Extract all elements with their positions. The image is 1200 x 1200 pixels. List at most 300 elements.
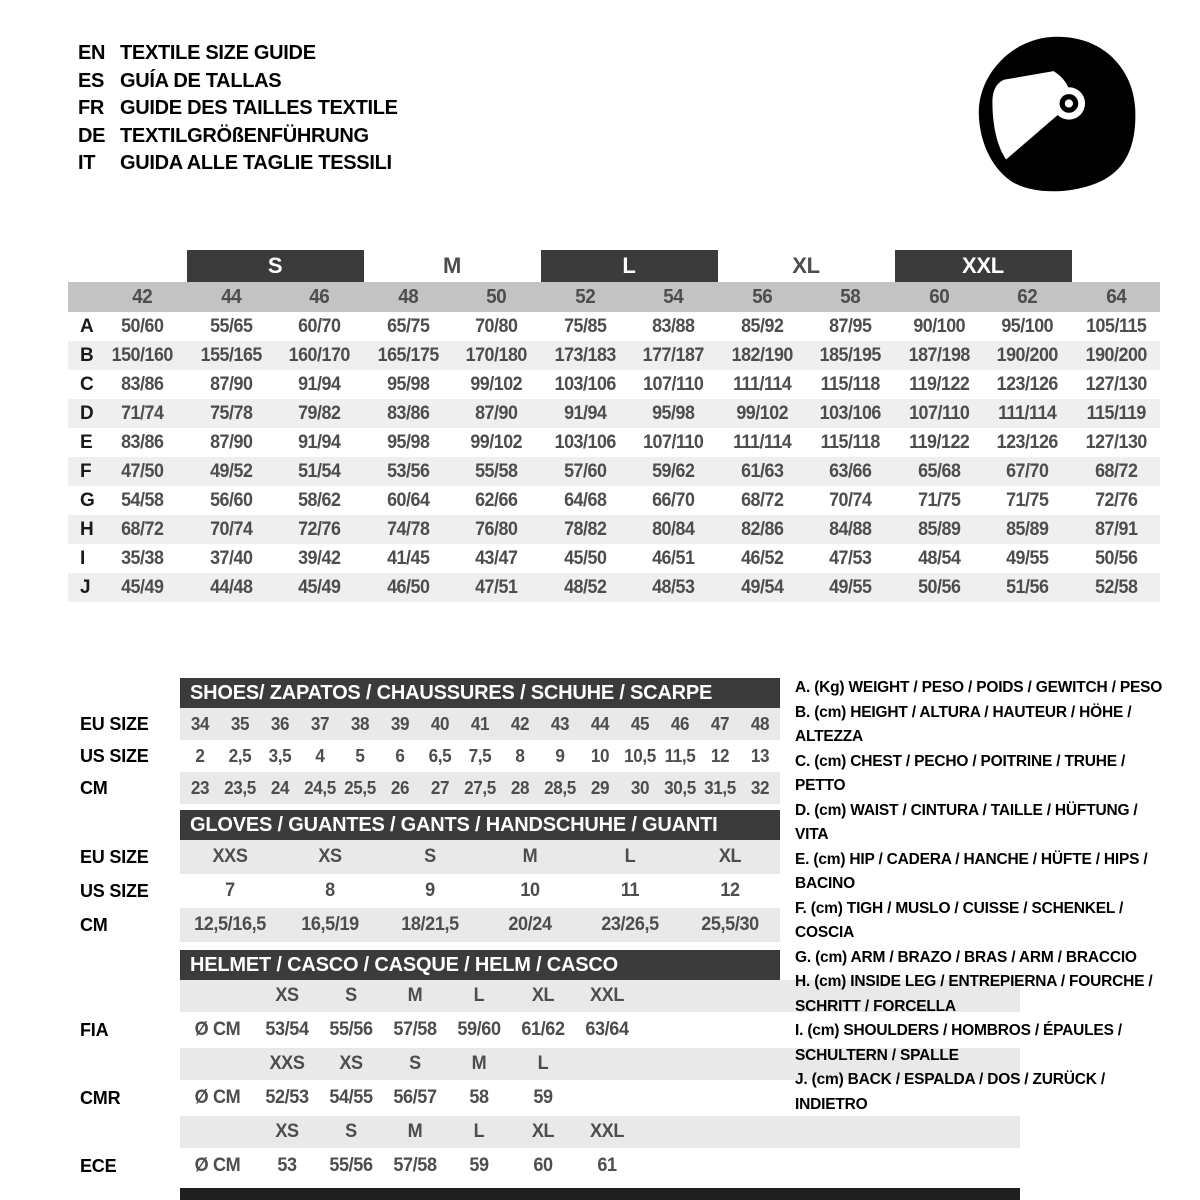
subtable-band	[180, 908, 780, 942]
measure-value: 51/54	[298, 460, 341, 482]
helmet-value: 59	[533, 1087, 553, 1108]
subtable-value: 29	[590, 777, 610, 798]
subtable-row	[80, 708, 780, 740]
measure-value: 68/72	[1094, 460, 1137, 482]
measurement-legend	[795, 676, 1167, 1117]
subtable-value: 30	[630, 777, 650, 798]
measure-value: 47/50	[121, 460, 164, 482]
measure-value: 155/165	[200, 344, 262, 366]
language-row	[78, 150, 398, 178]
subtable-row	[80, 740, 780, 772]
measure-value: 49/54	[740, 576, 783, 598]
subtable-value: 13	[750, 745, 770, 766]
measure-value: 115/119	[1086, 402, 1146, 424]
measure-value: 87/90	[475, 402, 518, 424]
subtable-value: 16,5/19	[301, 914, 359, 935]
measure-value: 107/110	[643, 373, 704, 395]
measure-value: 52/58	[1094, 576, 1137, 598]
helmet-size-label: XL	[531, 1121, 555, 1142]
subtable-band	[180, 708, 780, 740]
shoes-section-title: SHOES/ ZAPATOS / CHAUSSURES / SCHUHE / SCARPE	[180, 678, 780, 708]
helmet-value: 57/58	[393, 1155, 437, 1176]
measure-value: 56/60	[209, 489, 252, 511]
helmet-value: 53	[277, 1155, 297, 1176]
row-letter: F	[80, 460, 92, 482]
measure-value: 84/88	[829, 518, 872, 540]
subtable-band	[180, 740, 780, 772]
helmet-value: 59	[469, 1155, 489, 1176]
measure-value: 150/160	[111, 344, 173, 366]
size-group-L: L	[541, 250, 718, 282]
measure-value: 182/190	[731, 344, 793, 366]
measure-value: 54/58	[121, 489, 164, 511]
measure-value: 103/106	[554, 373, 616, 395]
measure-value: 95/98	[652, 402, 695, 424]
measure-value: 173/183	[554, 344, 616, 366]
helmet-value: 61/62	[521, 1019, 565, 1040]
measure-value: 87/90	[209, 431, 252, 453]
language-code: DE	[78, 124, 106, 147]
subtable-value: 2	[195, 745, 205, 766]
subtable-value: 8	[325, 880, 335, 901]
subtable-row	[80, 908, 780, 942]
subtable-value: 26	[390, 777, 410, 798]
measure-value: 95/98	[386, 431, 429, 453]
helmet-size-label: L	[473, 985, 485, 1006]
language-row	[78, 123, 398, 151]
measure-row-B	[68, 341, 1160, 370]
measure-value: 119/122	[908, 431, 969, 453]
subtable-value: 37	[310, 713, 330, 734]
subtable-value: 18/21,5	[401, 914, 459, 935]
subtable-band	[180, 840, 780, 874]
shoes-size-table	[80, 678, 780, 804]
subtable-value: 11	[620, 880, 640, 901]
helmet-value: 59/60	[457, 1019, 501, 1040]
helmet-size-label: M	[471, 1053, 487, 1074]
measure-value: 47/51	[475, 576, 518, 598]
helmet-value: 63/64	[585, 1019, 629, 1040]
measure-value: 60/64	[386, 489, 429, 511]
language-code: FR	[78, 97, 105, 119]
measure-value: 35/38	[121, 547, 164, 569]
measure-value: 60/70	[298, 315, 341, 337]
measure-value: 71/75	[1006, 489, 1049, 511]
subtable-value: 6	[395, 745, 405, 766]
helmet-size-label: S	[409, 1053, 421, 1074]
measure-value: 83/86	[121, 431, 164, 453]
subtable-band	[180, 772, 780, 804]
measurement-rows	[68, 312, 1160, 602]
measure-value: 85/89	[1006, 518, 1049, 540]
subtable-value: 27	[430, 777, 450, 798]
measure-value: 59/62	[652, 460, 695, 482]
helmet-value: 60	[533, 1155, 553, 1176]
language-title: GUIDE DES TAILLES TEXTILE	[120, 97, 398, 119]
measure-value: 85/92	[740, 315, 783, 337]
measure-value: 190/200	[996, 344, 1058, 366]
helmet-value: 52/53	[265, 1087, 309, 1108]
helmet-value: 55/56	[329, 1019, 373, 1040]
measure-value: 45/50	[563, 547, 606, 569]
measure-value: 190/200	[1085, 344, 1147, 366]
size-group-XXL: XXL	[895, 250, 1072, 282]
measure-value: 46/50	[386, 576, 429, 598]
row-letter: J	[80, 576, 91, 598]
diameter-unit: Ø CM	[194, 1019, 241, 1040]
row-letter: B	[80, 344, 94, 366]
measure-value: 48/52	[563, 576, 606, 598]
subtable-value: XL	[718, 846, 742, 867]
helmet-value: 55/56	[329, 1155, 373, 1176]
measure-value: 75/85	[563, 315, 606, 337]
measure-value: 53/56	[386, 460, 429, 482]
helmet-row-label	[80, 1116, 180, 1148]
helmet-value: 53/54	[265, 1019, 309, 1040]
subtable-value: 32	[750, 777, 770, 798]
helmet-value: 61	[597, 1155, 617, 1176]
helmet-row-label	[80, 1048, 180, 1080]
row-letter: A	[80, 315, 94, 337]
helmet-row-ECE	[80, 1148, 1020, 1184]
row-letter: E	[80, 431, 93, 453]
measure-value: 111/114	[998, 402, 1057, 424]
measure-value: 71/74	[121, 402, 164, 424]
measure-row-I	[68, 544, 1160, 573]
subtable-value: 2,5	[228, 745, 252, 766]
measure-row-D	[68, 399, 1160, 428]
measure-value: 70/74	[829, 489, 872, 511]
subtable-value: 12,5/16,5	[194, 914, 266, 935]
gloves-section-title: GLOVES / GUANTES / GANTS / HANDSCHUHE / GUANTI	[180, 810, 780, 840]
subtable-value: 25,5	[344, 777, 376, 798]
measure-row-H	[68, 515, 1160, 544]
measure-row-G	[68, 486, 1160, 515]
language-row	[78, 68, 398, 96]
subtable-value: 46	[670, 713, 690, 734]
measure-value: 55/65	[209, 315, 252, 337]
subtable-value: XXS	[212, 846, 248, 867]
racing-helmet-icon	[972, 32, 1142, 197]
subtable-value: 9	[555, 745, 565, 766]
measure-value: 107/110	[908, 402, 969, 424]
measure-value: 49/55	[1006, 547, 1049, 569]
measure-value: 82/86	[740, 518, 783, 540]
measure-value: 45/49	[121, 576, 164, 598]
measure-value: 80/84	[652, 518, 695, 540]
language-title: GUÍA DE TALLAS	[120, 69, 282, 92]
row-letter: D	[80, 402, 94, 424]
row-letter: C	[80, 373, 94, 395]
helmet-value: 57/58	[393, 1019, 437, 1040]
measure-value: 87/90	[209, 373, 252, 395]
helmet-size-label: M	[407, 985, 423, 1006]
subtable-row-label: EU SIZE	[80, 846, 149, 867]
size-group-header	[68, 250, 1160, 282]
measure-value: 119/122	[908, 373, 969, 395]
measure-value: 115/118	[820, 373, 880, 395]
measure-value: 123/126	[996, 431, 1058, 453]
legend-item: D. (cm) WAIST / CINTURA / TAILLE / HÜFTUNG / VITA	[795, 801, 1138, 843]
measure-value: 70/80	[475, 315, 518, 337]
legend-item: J. (cm) BACK / ESPALDA / DOS / ZURÜCK / INDIETRO	[795, 1071, 1105, 1113]
measure-value: 91/94	[298, 431, 341, 453]
size-number: 44	[220, 285, 241, 308]
language-code: EN	[78, 42, 106, 64]
size-number: 52	[574, 285, 595, 308]
measure-value: 95/98	[386, 373, 429, 395]
legend-item: E. (cm) HIP / CADERA / HANCHE / HÜFTE / HIPS / BACINO	[795, 850, 1148, 892]
subtable-value: 7	[225, 880, 235, 901]
measure-value: 64/68	[563, 489, 606, 511]
subtable-value: 10,5	[624, 745, 656, 766]
measure-value: 46/51	[652, 547, 695, 569]
measure-value: 67/70	[1006, 460, 1049, 482]
size-number: 48	[397, 285, 418, 308]
helmet-size-label: S	[345, 985, 357, 1006]
legend-item: A. (Kg) WEIGHT / PESO / POIDS / GEWITCH / PESO	[795, 679, 1163, 696]
measure-value: 170/180	[465, 344, 527, 366]
subtable-value: 47	[710, 713, 730, 734]
measure-value: 70/74	[209, 518, 252, 540]
subtable-value: 8	[515, 745, 525, 766]
subtable-value: 27,5	[464, 777, 496, 798]
measure-value: 39/42	[298, 547, 341, 569]
helmet-row	[80, 1116, 1020, 1148]
measure-value: 44/48	[209, 576, 252, 598]
subtable-value: 24	[270, 777, 290, 798]
subtable-value: 44	[590, 713, 610, 734]
measure-value: 79/82	[298, 402, 341, 424]
subtable-value: 42	[510, 713, 530, 734]
language-title: TEXTILGRÖßENFÜHRUNG	[120, 124, 369, 147]
measure-value: 87/95	[829, 315, 872, 337]
measure-value: 99/102	[470, 431, 523, 453]
measure-value: 41/45	[386, 547, 429, 569]
measure-value: 72/76	[1094, 489, 1137, 511]
measure-value: 111/114	[732, 373, 791, 395]
measure-value: 165/175	[377, 344, 439, 366]
subtable-value: 28,5	[544, 777, 576, 798]
measure-row-C	[68, 370, 1160, 399]
subtable-value: 12	[710, 745, 730, 766]
gloves-rows	[80, 840, 780, 942]
subtable-row	[80, 874, 780, 908]
subtable-value: 34	[190, 713, 210, 734]
subtable-value: 3,5	[268, 745, 292, 766]
measure-value: 87/91	[1094, 518, 1137, 540]
measure-value: 62/66	[475, 489, 518, 511]
measure-value: 103/106	[554, 431, 616, 453]
measure-row-F	[68, 457, 1160, 486]
gloves-size-table	[80, 810, 780, 942]
helmet-value: 58	[469, 1087, 489, 1108]
measure-value: 75/78	[209, 402, 252, 424]
subtable-value: 36	[270, 713, 290, 734]
measure-value: 91/94	[563, 402, 606, 424]
measure-value: 47/53	[829, 547, 872, 569]
diameter-unit: Ø CM	[194, 1155, 241, 1176]
legend-item: I. (cm) SHOULDERS / HOMBROS / ÉPAULES / SCHULTERN / SPALLE	[795, 1022, 1122, 1064]
measure-value: 99/102	[470, 373, 523, 395]
helmet-size-label: XS	[339, 1053, 363, 1074]
measure-value: 72/76	[298, 518, 341, 540]
subtable-value: 28	[510, 777, 530, 798]
cropped-section-bar	[180, 1188, 1020, 1200]
helmet-value: 54/55	[329, 1087, 373, 1108]
legend-item: C. (cm) CHEST / PECHO / POITRINE / TRUHE / PETTO	[795, 752, 1126, 794]
measure-value: 46/52	[740, 547, 783, 569]
measure-row-J	[68, 573, 1160, 602]
subtable-value: XS	[318, 846, 342, 867]
helmet-value: 56/57	[393, 1087, 437, 1108]
numeric-size-band	[68, 282, 1160, 312]
legend-item: H. (cm) INSIDE LEG / ENTREPIERNA / FOURCHE / SCHRITT / FORCELLA	[795, 973, 1153, 1015]
subtable-value: L	[624, 846, 636, 867]
measure-value: 45/49	[298, 576, 341, 598]
measure-value: 90/100	[912, 315, 965, 337]
subtable-value: 6,5	[428, 745, 452, 766]
language-row	[78, 40, 398, 68]
language-title-block	[78, 40, 398, 178]
subtable-value: 35	[230, 713, 250, 734]
subtable-row-label: CM	[80, 914, 108, 935]
subtable-row	[80, 840, 780, 874]
measure-value: 83/88	[652, 315, 695, 337]
measure-value: 85/89	[917, 518, 960, 540]
helmet-size-label: XXL	[590, 1121, 624, 1142]
helmet-size-label: XXL	[590, 985, 624, 1006]
size-number: 54	[663, 285, 684, 308]
size-number: 42	[132, 285, 153, 308]
subtable-value: 24,5	[304, 777, 336, 798]
measure-value: 127/130	[1085, 431, 1147, 453]
measure-value: 71/75	[917, 489, 960, 511]
helmet-size-label: L	[473, 1121, 485, 1142]
measure-value: 63/66	[829, 460, 872, 482]
subtable-value: 30,5	[664, 777, 696, 798]
measure-value: 48/53	[652, 576, 695, 598]
helmet-row-label: CMR	[80, 1087, 121, 1108]
subtable-row	[80, 772, 780, 804]
measure-value: 50/60	[121, 315, 164, 337]
subtable-value: 12	[720, 880, 740, 901]
subtable-value: 11,5	[664, 745, 696, 766]
measure-value: 187/198	[908, 344, 970, 366]
size-number: 50	[486, 285, 507, 308]
size-group-S: S	[187, 250, 364, 282]
subtable-value: 10	[520, 880, 540, 901]
measure-value: 78/82	[563, 518, 606, 540]
helmet-section-title: HELMET / CASCO / CASQUE / HELM / CASCO	[180, 950, 780, 980]
measure-value: 185/195	[819, 344, 881, 366]
helmet-size-label: L	[537, 1053, 549, 1074]
measure-value: 160/170	[288, 344, 350, 366]
size-number: 58	[840, 285, 861, 308]
subtable-value: 4	[315, 745, 325, 766]
subtable-value: 23/26,5	[601, 914, 659, 935]
textile-size-table	[68, 250, 1160, 602]
measure-value: 111/114	[732, 431, 791, 453]
subtable-value: 23,5	[224, 777, 256, 798]
measure-value: 95/100	[1001, 315, 1054, 337]
measure-value: 83/86	[386, 402, 429, 424]
language-title: TEXTILE SIZE GUIDE	[120, 42, 316, 64]
measure-value: 65/68	[917, 460, 960, 482]
subtable-value: 40	[430, 713, 450, 734]
measure-value: 115/118	[820, 431, 880, 453]
size-number: 62	[1017, 285, 1038, 308]
subtable-value: 31,5	[704, 777, 736, 798]
measure-value: 37/40	[209, 547, 252, 569]
row-letter: G	[80, 489, 95, 511]
size-number: 46	[309, 285, 330, 308]
measure-value: 51/56	[1006, 576, 1049, 598]
measure-value: 99/102	[735, 402, 788, 424]
measure-value: 105/115	[1085, 315, 1146, 337]
helmet-size-label: S	[345, 1121, 357, 1142]
shoes-rows	[80, 708, 780, 804]
legend-item: F. (cm) TIGH / MUSLO / CUISSE / SCHENKEL / COSCIA	[795, 899, 1124, 941]
subtable-value: 39	[390, 713, 410, 734]
measure-value: 123/126	[996, 373, 1058, 395]
subtable-value: 25,5/30	[701, 914, 759, 935]
subtable-value: 7,5	[468, 745, 492, 766]
size-number: 56	[751, 285, 772, 308]
row-letter: H	[80, 518, 94, 540]
subtable-value: 43	[550, 713, 570, 734]
legend-item: B. (cm) HEIGHT / ALTURA / HAUTEUR / HÖHE / ALTEZZA	[795, 703, 1132, 745]
measure-value: 91/94	[298, 373, 341, 395]
subtable-row-label: CM	[80, 777, 108, 798]
measure-value: 50/56	[1094, 547, 1137, 569]
subtable-value: 41	[470, 713, 490, 734]
measure-value: 48/54	[917, 547, 960, 569]
legend-item: G. (cm) ARM / BRAZO / BRAS / ARM / BRACCIO	[795, 948, 1137, 966]
measure-value: 43/47	[475, 547, 518, 569]
measure-value: 66/70	[652, 489, 695, 511]
helmet-size-label: XXS	[269, 1053, 305, 1074]
diameter-unit: Ø CM	[194, 1087, 241, 1108]
language-title: GUIDA ALLE TAGLIE TESSILI	[120, 152, 392, 174]
measure-value: 57/60	[563, 460, 606, 482]
measure-value: 76/80	[475, 518, 518, 540]
size-number: 60	[928, 285, 949, 308]
helmet-band	[180, 1116, 1020, 1148]
measure-value: 49/52	[209, 460, 252, 482]
subtable-row-label: US SIZE	[80, 745, 149, 766]
size-group-M: M	[442, 253, 462, 278]
measure-value: 177/187	[642, 344, 704, 366]
measure-value: 65/75	[386, 315, 429, 337]
size-number: 64	[1105, 285, 1126, 308]
helmet-size-label: XS	[275, 1121, 299, 1142]
helmet-row-label: FIA	[80, 1019, 109, 1040]
subtable-value: 38	[350, 713, 370, 734]
measure-value: 61/63	[740, 460, 783, 482]
subtable-value: 20/24	[508, 914, 552, 935]
helmet-size-label: XL	[531, 985, 555, 1006]
row-letter: I	[80, 547, 86, 569]
measure-value: 103/106	[819, 402, 881, 424]
size-group-XL: XL	[792, 253, 820, 278]
helmet-size-label: M	[407, 1121, 423, 1142]
measure-value: 68/72	[121, 518, 164, 540]
language-row	[78, 95, 398, 123]
helmet-row-label: ECE	[80, 1155, 117, 1176]
measure-row-A	[68, 312, 1160, 341]
measure-value: 50/56	[917, 576, 960, 598]
